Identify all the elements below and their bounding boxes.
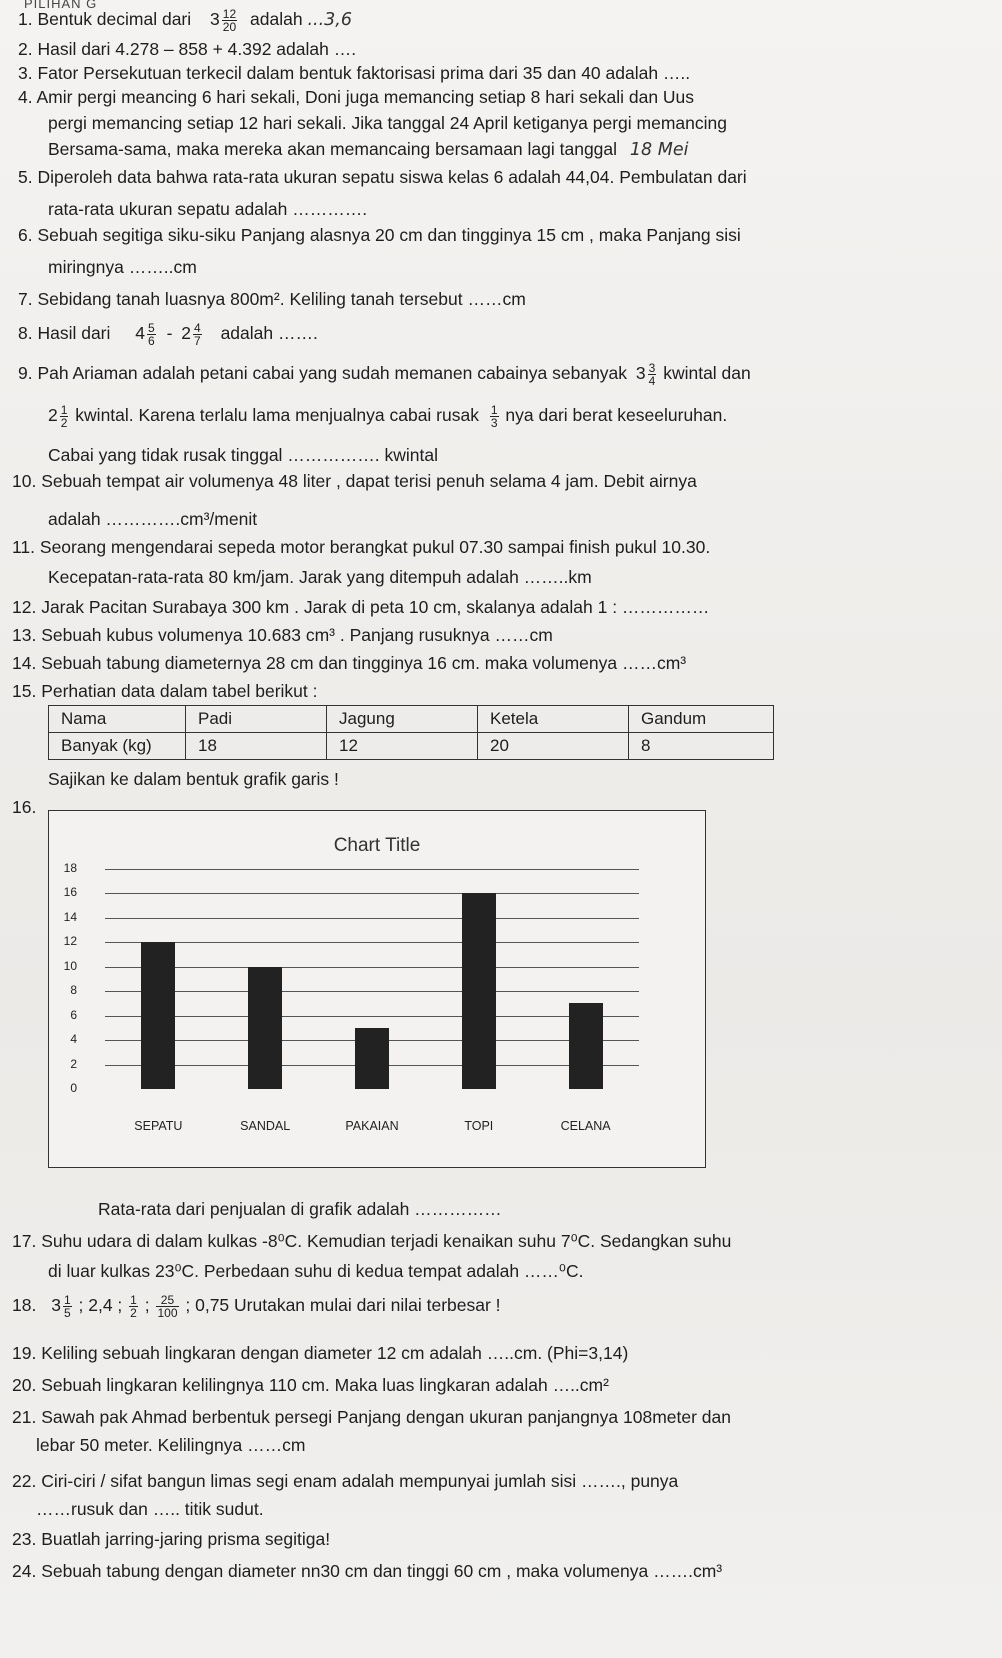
bar-pakaian xyxy=(355,1028,389,1089)
question-24: 24. Sebuah tabung dengan diameter nn30 cm dan tinggi 60 cm , maka volumenya …….cm³ xyxy=(12,1561,723,1581)
bar-celana xyxy=(569,1003,603,1089)
y-tick-label: 14 xyxy=(63,909,77,924)
question-14: 14. Sebuah tabung diameternya 28 cm dan tingginya 16 cm. maka volumenya ……cm³ xyxy=(12,653,687,673)
question-18: 18. 3 $\frac{1}{5}$ ; 2,4 ; $\frac{1}{2}$ ; $\frac{25}{100}$ ; 0,75 Urutakan mulai dari nilai terbesar ! xyxy=(12,1293,501,1320)
table-cell: Nama xyxy=(49,706,186,733)
question-20: 20. Sebuah lingkaran kelilingnya 110 cm. Maka luas lingkaran adalah …..cm² xyxy=(12,1375,609,1395)
question-21-line-1: 21. Sawah pak Ahmad berbentuk persegi Panjang dengan ukuran panjangnya 108meter dan xyxy=(12,1407,732,1427)
question-19: 19. Keliling sebuah lingkaran dengan diameter 12 cm adalah …..cm. (Phi=3,14) xyxy=(12,1343,629,1363)
y-tick-label: 8 xyxy=(70,983,77,998)
chart-title: Chart Title xyxy=(333,835,421,856)
bar-topi xyxy=(462,893,496,1089)
question-9-line-1: 9. Pah Ariaman adalah petani cabai yang sudah memanen cabainya sebanyak 3 $\frac{3}{4}$ kwintal dan xyxy=(18,361,751,388)
gridline xyxy=(105,893,639,894)
bar-chart xyxy=(48,810,706,1168)
bar-sepatu xyxy=(141,942,175,1089)
question-9-line-3: Cabai yang tidak rusak tinggal ……………. kwintal xyxy=(48,445,439,465)
x-tick-label: SANDAL xyxy=(240,1119,291,1133)
question-4-line-1: 4. Amir pergi meancing 6 hari sekali, Doni juga memancing setiap 8 hari sekali dan Uus xyxy=(18,87,695,107)
question-4-line-2: pergi memancing setiap 12 hari sekali. Jika tanggal 24 April ketiganya pergi memancing xyxy=(48,113,727,133)
question-11-line-2: Kecepatan-rata-rata 80 km/jam. Jarak yang ditempuh adalah ……..km xyxy=(48,567,592,587)
handwritten-answer-1: ...3,6 xyxy=(307,10,352,31)
question-22-line-1: 22. Ciri-ciri / sifat bangun limas segi enam adalah mempunyai jumlah sisi ……., punya xyxy=(12,1471,679,1491)
gridline xyxy=(105,918,639,919)
y-tick-label: 18 xyxy=(63,861,77,875)
y-tick-label: 6 xyxy=(70,1007,77,1022)
x-tick-label: TOPI xyxy=(464,1119,494,1133)
data-table xyxy=(48,705,774,760)
table-cell: Padi xyxy=(186,706,327,733)
gridline xyxy=(105,1016,639,1017)
question-21-line-2: lebar 50 meter. Kelilingnya ……cm xyxy=(36,1435,306,1455)
table-cell: Jagung xyxy=(327,706,478,733)
table-cell: 12 xyxy=(327,733,478,760)
gridline xyxy=(105,967,639,968)
x-tick-label: CELANA xyxy=(560,1119,611,1133)
question-10-line-2: adalah ………….cm³/menit xyxy=(48,509,258,529)
question-16-number: 16. xyxy=(12,797,37,817)
y-tick-label: 4 xyxy=(70,1032,77,1047)
gridline xyxy=(105,942,639,943)
table-cell: 18 xyxy=(186,733,327,760)
table-cell: Ketela xyxy=(478,706,629,733)
question-5-line-1: 5. Diperoleh data bahwa rata-rata ukuran sepatu siswa kelas 6 adalah 44,04. Pembulatan dari xyxy=(18,167,747,187)
table-cell: Banyak (kg) xyxy=(49,733,186,760)
x-tick-label: SEPATU xyxy=(134,1119,183,1133)
y-tick-label: 12 xyxy=(63,934,77,949)
question-1: 1. Bentuk decimal dari 3 $\frac{12}{20}$ adalah ...3,6 xyxy=(18,7,352,34)
question-17-line-2: di luar kulkas 23⁰C. Perbedaan suhu di kedua tempat adalah ……⁰C. xyxy=(48,1261,584,1281)
question-17-line-1: 17. Suhu udara di dalam kulkas -8⁰C. Kemudian terjadi kenaikan suhu 7⁰C. Sedangkan suhu xyxy=(12,1231,732,1251)
question-23: 23. Buatlah jarring-jaring prisma segitiga! xyxy=(12,1529,331,1549)
table-row xyxy=(49,706,774,733)
bar-sandal xyxy=(248,967,282,1089)
question-4-line-3: Bersama-sama, maka mereka akan memancaing bersamaan lagi tanggal 18 Mei xyxy=(48,139,689,160)
question-11-line-1: 11. Seorang mengendarai sepeda motor berangkat pukul 07.30 sampai finish pukul 10.30. xyxy=(12,537,711,557)
question-22-line-2: ……rusuk dan ….. titik sudut. xyxy=(36,1499,264,1519)
section-header: PILIHAN G xyxy=(24,0,98,11)
y-tick-label: 0 xyxy=(70,1081,77,1095)
gridline xyxy=(105,869,639,870)
table-cell: 8 xyxy=(629,733,774,760)
question-6-line-1: 6. Sebuah segitiga siku-siku Panjang alasnya 20 cm dan tingginya 15 cm , maka Panjang sisi xyxy=(18,225,741,245)
table-cell: 20 xyxy=(478,733,629,760)
y-tick-label: 16 xyxy=(63,885,77,900)
question-8: 8. Hasil dari 4 $\frac{5}{6}$ - 2 $\frac{4}{7}$ adalah ……. xyxy=(18,321,318,348)
question-16-text: Rata-rata dari penjualan di grafik adalah …………… xyxy=(98,1199,502,1219)
question-12: 12. Jarak Pacitan Surabaya 300 km . Jarak di peta 10 cm, skalanya adalah 1 : …………… xyxy=(12,597,710,617)
question-15: 15. Perhatian data dalam tabel berikut : xyxy=(12,681,318,701)
question-13: 13. Sebuah kubus volumenya 10.683 cm³ . Panjang rusuknya ……cm xyxy=(12,625,553,645)
y-tick-label: 2 xyxy=(70,1056,77,1071)
question-6-line-2: miringnya ……..cm xyxy=(48,257,197,277)
table-row xyxy=(49,733,774,760)
question-5-line-2: rata-rata ukuran sepatu adalah …………. xyxy=(48,199,368,219)
gridline xyxy=(105,991,639,992)
question-9-line-2: 2 $\frac{1}{2}$ kwintal. Karena terlalu lama menjualnya cabai rusak $\frac{1}{3}$ nya dari berat keseeluruhan. xyxy=(48,403,728,430)
question-10-line-1: 10. Sebuah tempat air volumenya 48 liter , dapat terisi penuh selama 4 jam. Debit airnya xyxy=(12,471,697,491)
y-tick-label: 10 xyxy=(63,958,77,973)
x-tick-label: PAKAIAN xyxy=(345,1119,399,1133)
question-2: 2. Hasil dari 4.278 – 858 + 4.392 adalah …. xyxy=(18,39,357,59)
question-3: 3. Fator Persekutuan terkecil dalam bentuk faktorisasi prima dari 35 dan 40 adalah ….. xyxy=(18,63,691,83)
question-7: 7. Sebidang tanah luasnya 800m². Keliling tanah tersebut ……cm xyxy=(18,289,526,309)
question-15-instruction: Sajikan ke dalam bentuk grafik garis ! xyxy=(48,769,339,789)
handwritten-answer-4: 18 Mei xyxy=(629,140,689,160)
table-cell: Gandum xyxy=(629,706,774,733)
